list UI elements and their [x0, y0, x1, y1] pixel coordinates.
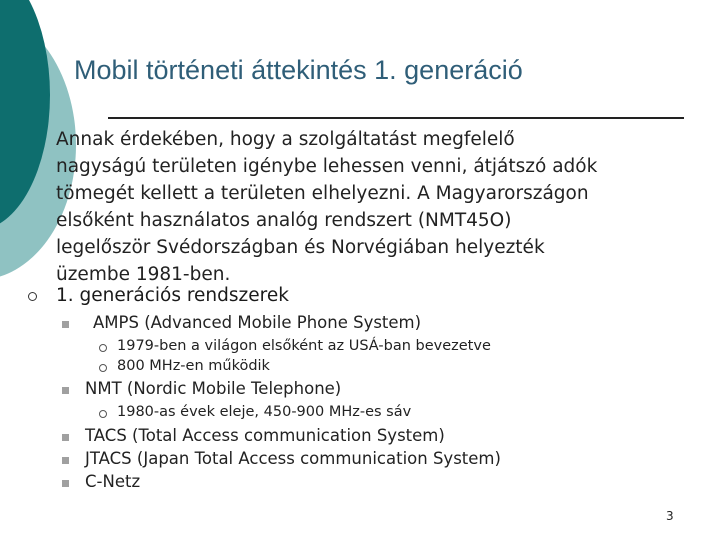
- intro-line: elsőként használatos analóg rendszert (NMT45O): [56, 210, 512, 231]
- system-item-nmt: NMT (Nordic Mobile Telephone): [85, 379, 342, 398]
- page-number: 3: [666, 509, 674, 523]
- system-subitem: 1979-ben a világon elsőként az USÁ-ban bevezetve: [117, 338, 491, 354]
- square-bullet-icon: [62, 480, 69, 487]
- system-subitem: 1980-as évek eleje, 450-900 MHz-es sáv: [117, 404, 412, 420]
- ring-bullet-icon: [28, 292, 37, 301]
- ring-bullet-icon: [99, 410, 107, 418]
- title-underline: [108, 117, 684, 119]
- intro-paragraph: [56, 126, 696, 288]
- square-bullet-icon: [62, 457, 69, 464]
- ring-bullet-icon: [99, 364, 107, 372]
- level1-bullet-text: 1. generációs rendszerek: [56, 285, 289, 306]
- square-bullet-icon: [62, 321, 69, 328]
- intro-line: tömegét kellett a területen elhelyezni. A Magyarországon: [56, 183, 589, 204]
- system-item-jtacs: JTACS (Japan Total Access communication System): [85, 449, 501, 468]
- intro-line: nagyságú területen igénybe lehessen venni, átjátszó adók: [56, 156, 598, 177]
- system-item-tacs: TACS (Total Access communication System): [85, 426, 445, 445]
- ring-bullet-icon: [99, 344, 107, 352]
- intro-line: legelőször Svédországban és Norvégiában helyezték: [56, 237, 545, 258]
- system-item-amps: AMPS (Advanced Mobile Phone System): [93, 313, 422, 332]
- square-bullet-icon: [62, 434, 69, 441]
- slide-title: Mobil történeti áttekintés 1. generáció: [74, 55, 523, 85]
- square-bullet-icon: [62, 387, 69, 394]
- intro-line: üzembe 1981-ben.: [56, 264, 231, 285]
- system-subitem: 800 MHz-en működik: [117, 358, 270, 374]
- system-item-cnetz: C-Netz: [85, 472, 141, 491]
- intro-line: Annak érdekében, hogy a szolgáltatást megfelelő: [56, 129, 515, 150]
